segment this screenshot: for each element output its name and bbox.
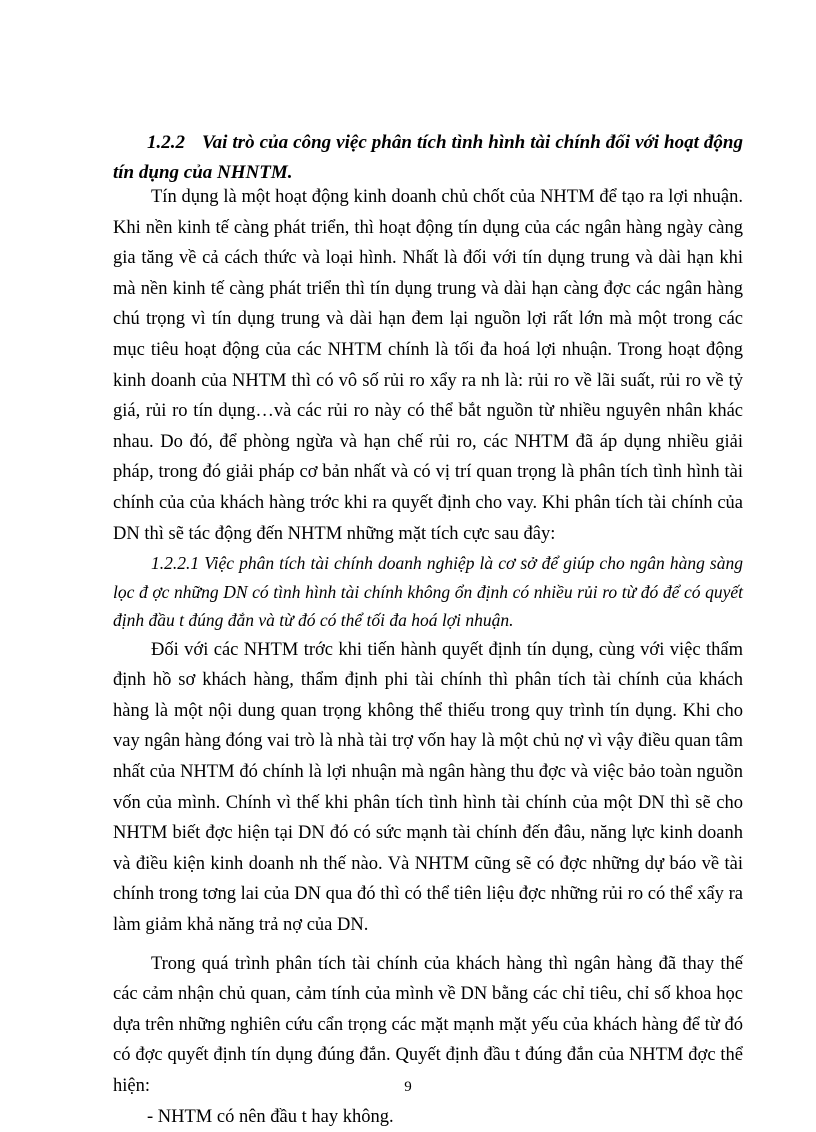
body-text <box>113 182 743 1132</box>
section-title: Vai trò của công việc phân tích tình hình tài chính đối với hoạt động tín dụng của NHNTM. <box>113 132 743 183</box>
paragraph: Trong quá trình phân tích tài chính của khách hàng thì ngân hàng đã thay thế các cảm nhận chủ quan, cảm tính của mình về DN bằng các chỉ tiêu, chỉ số khoa học dựa trên những nghiên cứu cẩn trọng các mặt mạnh mặt yếu của khách hàng để từ đó có đợc quyết định tín dụng đúng đắn. Quyết định đầu t đúng đắn của NHTM đợc thể hiện: <box>113 953 743 1096</box>
page-number: 9 <box>404 1079 412 1095</box>
paragraph: Tín dụng là một hoạt động kinh doanh chủ chốt của NHTM để tạo ra lợi nhuận. Khi nền kinh tế càng phát triển, thì hoạt động tín dụng của các ngân hàng ngày càng gia tăng về cả cách thức và loại hình. Nhất là đối với tín dụng trung và dài hạn khi mà nền kinh tế càng phát triển thì tín dụng trung và dài hạn càng đợc các ngân hàng chú trọng vì tín dụng trung và dài hạn đem lại nguồn lợi rất lớn mà một trong các mục tiêu hoạt động của các NHTM chính là tối đa hoá lợi nhuận. Trong hoạt động kinh doanh của NHTM thì có vô số rủi ro xẩy ra nh là: rủi ro về lãi suất, rủi ro về tỷ giá, rủi ro tín dụng…và các rủi ro này có thể bắt nguồn từ nhiều nguyên nhân khác nhau. Do đó, để phòng ngừa và hạn chế rủi ro, các NHTM đã áp dụng nhiều giải pháp, trong đó giải pháp cơ bản nhất và có vị trí quan trọng là phân tích tình hình tài chính của của khách hàng trớc khi ra quyết định cho vay. Khi phân tích tài chính của DN thì sẽ tác động đến NHTM những mặt tích cực sau đây: <box>113 187 743 544</box>
section-number: 1.2.2 <box>147 132 185 153</box>
subsection-heading: 1.2.2.1 Việc phân tích tài chính doanh nghiệp là cơ sở để giúp cho ngân hàng sàng lọc đ ợc những DN có tình hình tài chính không ổn định có nhiều rủi ro từ đó để có quyết định đầu t đúng đắn và từ đó có thể tối đa hoá lợi nhuận. <box>113 553 743 631</box>
section-heading <box>113 128 743 188</box>
list-item: - NHTM có nên đầu t hay không. <box>147 1106 394 1127</box>
paragraph: Đối với các NHTM trớc khi tiến hành quyết định tín dụng, cùng với việc thẩm định hồ sơ khách hàng, thẩm định phi tài chính thì phân tích tài chính của khách hàng là một nội dung quan trọng không thể thiếu trong quy trình tín dụng. Khi cho vay ngân hàng đóng vai trò là nhà tài trợ vốn hay là một chủ nợ vì vậy điều quan tâm nhất của NHTM đó chính là lợi nhuận mà ngân hàng thu đợc và việc bảo toàn nguồn vốn của mình. Chính vì thế khi phân tích tình hình tài chính của một DN thì sẽ cho NHTM biết đợc hiện tại DN đó có sức mạnh tài chính đến đâu, năng lực kinh doanh và điều kiện kinh doanh nh thế nào. Và NHTM cũng sẽ có đợc những dự báo về tài chính trong tơng lai của DN qua đó thì có thể tiên liệu đợc những rủi ro có thể xẩy ra làm giảm khả năng trả nợ của DN. <box>113 639 743 935</box>
